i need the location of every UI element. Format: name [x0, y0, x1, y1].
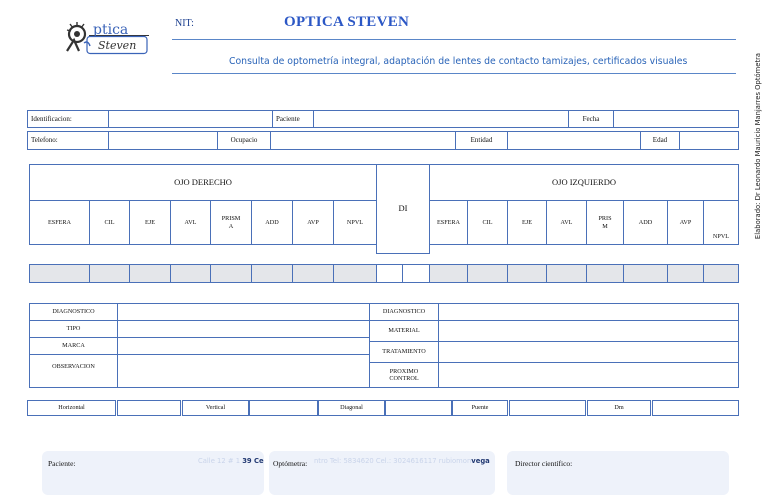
header-line-bottom: [172, 73, 736, 74]
diagonal-field[interactable]: [385, 400, 452, 416]
vertical-field[interactable]: [249, 400, 318, 416]
vertical-label: Vertical: [182, 400, 249, 416]
right-prisma-value[interactable]: [210, 264, 252, 283]
phones-bold: vega: [471, 457, 490, 465]
material-label: MATERIAL: [369, 320, 439, 342]
nit-label: NIT:: [175, 18, 194, 29]
diagnostico-right-label: DIAGNOSTICO: [369, 303, 439, 321]
tipo-label: TIPO: [29, 320, 118, 338]
right-cil-value[interactable]: [89, 264, 130, 283]
left-avl-value[interactable]: [546, 264, 587, 283]
left-avp-value[interactable]: [667, 264, 704, 283]
logo-word-steven: Steven: [98, 39, 137, 52]
di-cell: DI: [376, 164, 430, 254]
marca-field[interactable]: [117, 337, 370, 355]
left-esfera-value[interactable]: [429, 264, 468, 283]
left-eye-header: OJO IZQUIERDO: [429, 164, 739, 201]
edad-field[interactable]: [679, 131, 739, 150]
observacion-field[interactable]: [117, 354, 370, 388]
subtitle: Consulta de optometría integral, adaptación de lentes de contacto tamizajes, certificados visuales: [229, 56, 688, 67]
side-note-text: Elaborado: Dr Leonardo Mauricio Manjarres Optómetra: [754, 52, 762, 240]
proximo-control-label: PROXIMO CONTROL: [369, 362, 439, 388]
brand-title: OPTICA STEVEN: [284, 14, 410, 30]
left-col-esfera: ESFERA: [429, 200, 468, 245]
address-faded: Calle 12 # 1: [198, 457, 241, 465]
optometra-signature-label: Optómetra:: [273, 459, 308, 468]
telefono-label: Telefono:: [27, 131, 109, 150]
right-esfera-value[interactable]: [29, 264, 90, 283]
right-npvl-value[interactable]: [333, 264, 377, 283]
left-add-value[interactable]: [623, 264, 668, 283]
di-left-value[interactable]: [402, 264, 430, 283]
left-eje-value[interactable]: [507, 264, 547, 283]
diagnostico-left-field[interactable]: [117, 303, 370, 321]
material-field[interactable]: [438, 320, 739, 342]
left-cil-value[interactable]: [467, 264, 508, 283]
left-col-eje: EJE: [507, 200, 547, 245]
footer-address: [198, 457, 264, 465]
director-signature-label: Director científico:: [515, 459, 573, 468]
identificacion-field[interactable]: [108, 110, 273, 128]
marca-label: MARCA: [29, 337, 118, 355]
paciente-signature-label: Paciente:: [48, 459, 76, 468]
dm-label: Dm: [587, 400, 651, 416]
left-col-cil: CIL: [467, 200, 508, 245]
right-col-add: ADD: [251, 200, 293, 245]
entidad-field[interactable]: [507, 131, 641, 150]
right-col-esfera: ESFERA: [29, 200, 90, 245]
right-col-cil: CIL: [89, 200, 130, 245]
tipo-field[interactable]: [117, 320, 370, 338]
tratamiento-label: TRATAMIENTO: [369, 341, 439, 363]
right-eje-value[interactable]: [129, 264, 171, 283]
left-col-prism: PRIS M: [586, 200, 624, 245]
right-add-value[interactable]: [251, 264, 293, 283]
footer-phones: [314, 457, 490, 465]
ocupacion-label: Ocupacio: [217, 131, 271, 150]
observacion-label: OBSERVACION: [29, 354, 118, 388]
logo-word-optica: ptica: [93, 22, 129, 38]
address-bold: 39 Ce: [242, 457, 264, 465]
right-avl-value[interactable]: [170, 264, 211, 283]
side-note: [752, 26, 764, 266]
header-line-top: [172, 39, 736, 40]
right-col-avp: AVP: [292, 200, 334, 245]
optica-logo: [62, 18, 162, 58]
phones-faded: ntro Tel: 5834620 Cel.: 3024616117 rubiomon: [314, 457, 472, 465]
proximo-control-field[interactable]: [438, 362, 739, 388]
ocupacion-field[interactable]: [270, 131, 456, 150]
paciente-label: Paciente: [272, 110, 314, 128]
fecha-label: Fecha: [568, 110, 614, 128]
diagonal-label: Diagonal: [318, 400, 385, 416]
entidad-label: Entidad: [455, 131, 508, 150]
diagnostico-right-field[interactable]: [438, 303, 739, 321]
right-eye-header: OJO DERECHO: [29, 164, 377, 201]
right-col-eje: EJE: [129, 200, 171, 245]
di-right-value[interactable]: [376, 264, 403, 283]
puente-field[interactable]: [509, 400, 586, 416]
identificacion-label: Identificacion:: [27, 110, 109, 128]
right-avp-value[interactable]: [292, 264, 334, 283]
puente-label: Puente: [452, 400, 508, 416]
left-prism-value[interactable]: [586, 264, 624, 283]
left-col-npvl: NPVL: [703, 200, 739, 245]
paciente-field[interactable]: [313, 110, 569, 128]
telefono-field[interactable]: [108, 131, 218, 150]
tratamiento-field[interactable]: [438, 341, 739, 363]
diagnostico-left-label: DIAGNOSTICO: [29, 303, 118, 321]
left-col-add: ADD: [623, 200, 668, 245]
horizontal-label: Horizontal: [27, 400, 116, 416]
left-col-avp: AVP: [667, 200, 704, 245]
right-col-avl: AVL: [170, 200, 211, 245]
right-col-prisma: PRISM A: [210, 200, 252, 245]
right-col-npvl: NPVL: [333, 200, 377, 245]
left-col-avl: AVL: [546, 200, 587, 245]
edad-label: Edad: [640, 131, 680, 150]
left-npvl-value[interactable]: [703, 264, 739, 283]
horizontal-field[interactable]: [117, 400, 181, 416]
director-signature-box[interactable]: [507, 451, 729, 495]
fecha-field[interactable]: [613, 110, 739, 128]
dm-field[interactable]: [652, 400, 739, 416]
